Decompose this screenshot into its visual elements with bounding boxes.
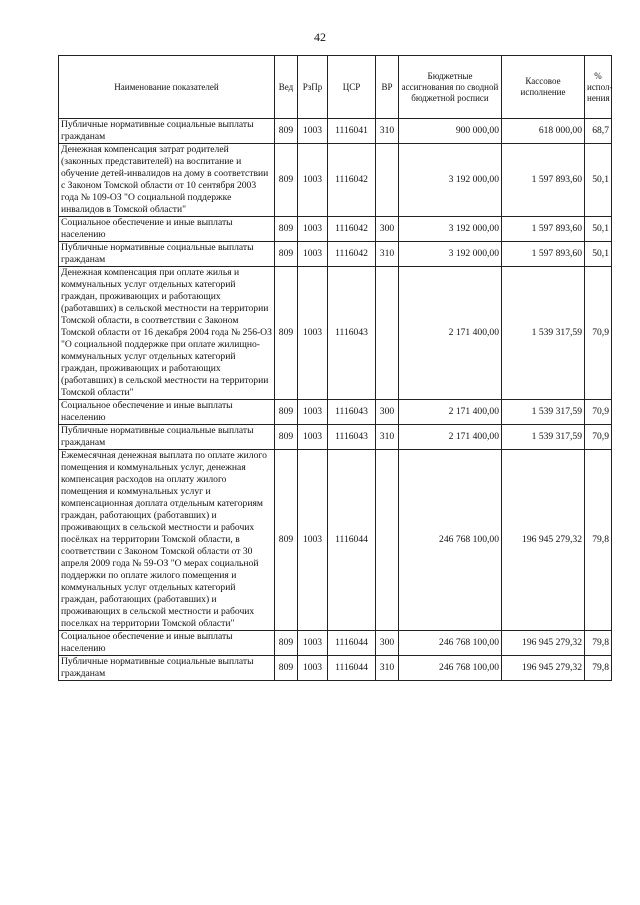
row-csr: 1116042 <box>328 242 376 267</box>
table-row <box>59 631 612 656</box>
row-vr: 310 <box>376 119 399 144</box>
table-row <box>59 217 612 242</box>
row-percent: 79,8 <box>585 656 612 681</box>
row-cash: 1 539 317,59 <box>502 425 585 450</box>
row-cash: 1 539 317,59 <box>502 400 585 425</box>
table-row <box>59 119 612 144</box>
table-row <box>59 400 612 425</box>
row-csr: 1116042 <box>328 217 376 242</box>
row-rzpr: 1003 <box>298 267 328 400</box>
header-ved: Вед <box>275 56 298 119</box>
row-rzpr: 1003 <box>298 217 328 242</box>
row-vr: 300 <box>376 631 399 656</box>
row-name: Публичные нормативные социальные выплаты гражданам <box>59 119 275 144</box>
row-vr: 310 <box>376 242 399 267</box>
row-name: Ежемесячная денежная выплата по оплате жилого помещения и коммунальных услуг, денежная компенсация расходов на оплату жилого помещения и коммунальных услуг и компенсационная доплата отдельным категориям граждан, работающих (работавших) и проживающих в сельской местности и рабочих посёлках на территории Томской области, в соответствии с Законом Томской области от 30 апреля 2009 года № 59-ОЗ "О мерах социальной поддержки по оплате жилого помещения и коммунальных услуг отдельных категорий граждан, работающих (работавших) и проживающих в сельской местности и рабочих поселках на территории Томской области" <box>59 450 275 631</box>
row-budget: 900 000,00 <box>399 119 502 144</box>
header-percent: % испол-нения <box>585 56 612 119</box>
header-rzpr: РзПр <box>298 56 328 119</box>
row-name: Денежная компенсация при оплате жилья и коммунальных услуг отдельных категорий граждан, проживающих и работающих (работавших) в сельской местности на территории Томской области, в соответствии с Законом Томской области от 16 декабря 2004 года № 256-ОЗ "О социальной поддержке при оплате жилищно-коммунальных услуг отдельных категорий граждан, проживающих и работающих (работавших) в сельской местности на территории Томской области" <box>59 267 275 400</box>
row-ved: 809 <box>275 242 298 267</box>
row-percent: 50,1 <box>585 217 612 242</box>
row-percent: 70,9 <box>585 267 612 400</box>
row-budget: 246 768 100,00 <box>399 631 502 656</box>
table-row <box>59 242 612 267</box>
row-ved: 809 <box>275 450 298 631</box>
row-ved: 809 <box>275 267 298 400</box>
row-ved: 809 <box>275 656 298 681</box>
row-budget: 3 192 000,00 <box>399 144 502 217</box>
row-vr <box>376 450 399 631</box>
row-rzpr: 1003 <box>298 119 328 144</box>
row-ved: 809 <box>275 425 298 450</box>
row-cash: 1 539 317,59 <box>502 267 585 400</box>
row-cash: 196 945 279,32 <box>502 656 585 681</box>
header-vr: ВР <box>376 56 399 119</box>
row-csr: 1116044 <box>328 656 376 681</box>
row-cash: 196 945 279,32 <box>502 450 585 631</box>
row-csr: 1116043 <box>328 400 376 425</box>
row-rzpr: 1003 <box>298 425 328 450</box>
row-budget: 2 171 400,00 <box>399 267 502 400</box>
row-cash: 1 597 893,60 <box>502 217 585 242</box>
row-cash: 618 000,00 <box>502 119 585 144</box>
row-csr: 1116044 <box>328 450 376 631</box>
row-percent: 68,7 <box>585 119 612 144</box>
table-header-row <box>59 56 612 119</box>
page-number: 42 <box>314 30 326 44</box>
row-percent: 79,8 <box>585 450 612 631</box>
row-vr: 300 <box>376 217 399 242</box>
row-csr: 1116043 <box>328 425 376 450</box>
row-vr: 310 <box>376 425 399 450</box>
row-name: Публичные нормативные социальные выплаты гражданам <box>59 425 275 450</box>
row-ved: 809 <box>275 144 298 217</box>
row-vr: 310 <box>376 656 399 681</box>
row-percent: 50,1 <box>585 242 612 267</box>
row-name: Социальное обеспечение и иные выплаты населению <box>59 400 275 425</box>
row-name: Публичные нормативные социальные выплаты гражданам <box>59 242 275 267</box>
table-row <box>59 267 612 400</box>
row-ved: 809 <box>275 217 298 242</box>
row-percent: 79,8 <box>585 631 612 656</box>
row-rzpr: 1003 <box>298 631 328 656</box>
row-budget: 246 768 100,00 <box>399 656 502 681</box>
row-cash: 1 597 893,60 <box>502 242 585 267</box>
row-name: Социальное обеспечение и иные выплаты населению <box>59 631 275 656</box>
row-name: Денежная компенсация затрат родителей (законных представителей) на воспитание и обучение детей-инвалидов на дому в соответствии с Законом Томской области от 10 сентября 2003 года № 109-ОЗ "О социальной поддержке инвалидов в Томской области" <box>59 144 275 217</box>
header-name: Наименование показателей <box>59 56 275 119</box>
row-rzpr: 1003 <box>298 400 328 425</box>
table-row <box>59 144 612 217</box>
row-rzpr: 1003 <box>298 656 328 681</box>
row-budget: 3 192 000,00 <box>399 242 502 267</box>
header-budget: Бюджетные ассигнования по сводной бюджетной росписи <box>399 56 502 119</box>
row-budget: 246 768 100,00 <box>399 450 502 631</box>
row-csr: 1116042 <box>328 144 376 217</box>
row-budget: 3 192 000,00 <box>399 217 502 242</box>
row-budget: 2 171 400,00 <box>399 400 502 425</box>
budget-execution-table <box>58 55 612 681</box>
row-name: Публичные нормативные социальные выплаты гражданам <box>59 656 275 681</box>
row-vr <box>376 144 399 217</box>
row-name: Социальное обеспечение и иные выплаты населению <box>59 217 275 242</box>
row-rzpr: 1003 <box>298 144 328 217</box>
table-row <box>59 450 612 631</box>
row-vr <box>376 267 399 400</box>
row-ved: 809 <box>275 400 298 425</box>
header-csr: ЦСР <box>328 56 376 119</box>
row-vr: 300 <box>376 400 399 425</box>
header-cash: Кассовое исполнение <box>502 56 585 119</box>
row-ved: 809 <box>275 631 298 656</box>
row-csr: 1116043 <box>328 267 376 400</box>
row-cash: 1 597 893,60 <box>502 144 585 217</box>
row-percent: 50,1 <box>585 144 612 217</box>
row-cash: 196 945 279,32 <box>502 631 585 656</box>
table-row <box>59 425 612 450</box>
row-rzpr: 1003 <box>298 242 328 267</box>
row-ved: 809 <box>275 119 298 144</box>
row-rzpr: 1003 <box>298 450 328 631</box>
row-csr: 1116041 <box>328 119 376 144</box>
table-row <box>59 656 612 681</box>
row-percent: 70,9 <box>585 425 612 450</box>
row-csr: 1116044 <box>328 631 376 656</box>
row-percent: 70,9 <box>585 400 612 425</box>
row-budget: 2 171 400,00 <box>399 425 502 450</box>
